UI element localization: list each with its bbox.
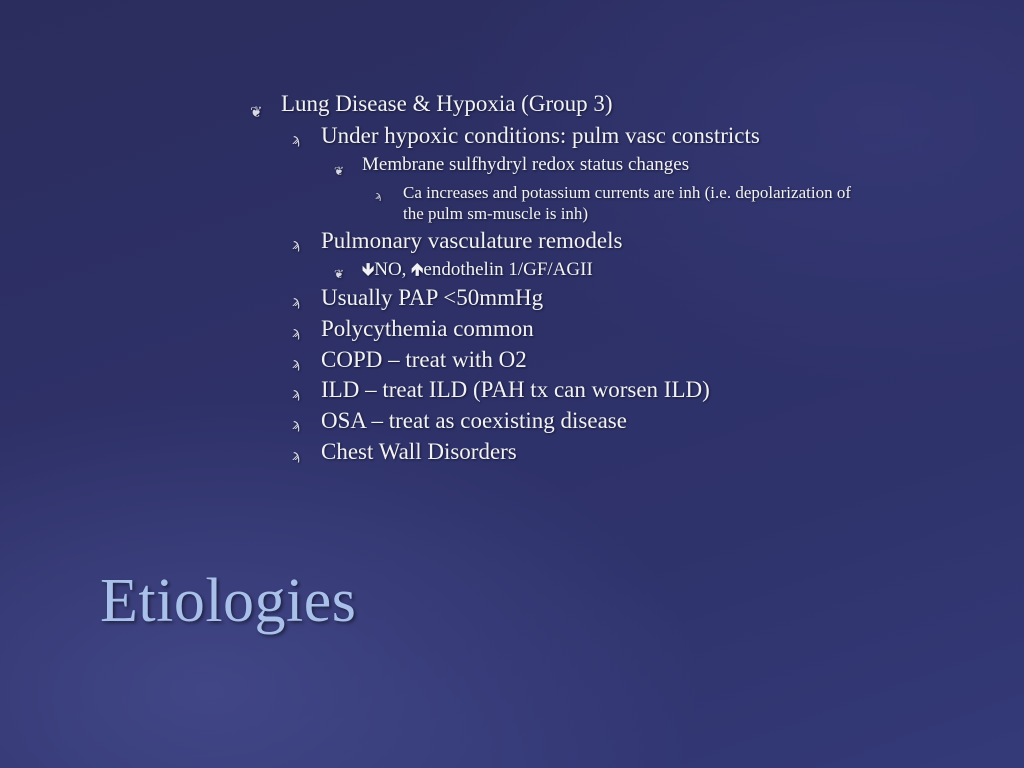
arrow-down-icon: 🡻: [362, 260, 375, 280]
bullet-hypoxic-conditions: Under hypoxic conditions: pulm vasc constricts: [321, 123, 760, 148]
feather-bullet-icon: ϡ: [292, 294, 301, 310]
feather-bullet-icon: ❦: [250, 103, 263, 121]
feather-bullet-icon: ❦: [334, 164, 345, 178]
bullet-polycythemia: Polycythemia common: [321, 316, 534, 341]
bullet-copd: COPD – treat with O2: [321, 347, 527, 372]
bullet-no-endothelin: [362, 257, 593, 286]
bullet-membrane-redox: Membrane sulfhydryl redox status changes: [362, 154, 690, 175]
bullet-pulmonary-remodels: Pulmonary vasculature remodels: [321, 228, 623, 253]
bullet-chest-wall: Chest Wall Disorders: [321, 439, 517, 464]
feather-bullet-icon: ϡ: [292, 132, 301, 148]
feather-bullet-icon: ϡ: [292, 356, 301, 372]
feather-bullet-icon: ❦: [334, 267, 345, 281]
no-text: NO,: [374, 259, 412, 280]
bullet-ild: ILD – treat ILD (PAH tx can worsen ILD): [321, 377, 710, 402]
feather-bullet-icon: ϡ: [292, 237, 301, 253]
feather-bullet-icon: ϡ: [292, 448, 301, 464]
feather-bullet-icon: ϡ: [292, 386, 301, 402]
bullet-calcium-increases: Ca increases and potassium currents are inh (i.e. depolarization of the pulm sm-muscle is inh): [403, 183, 851, 223]
bullet-osa: OSA – treat as coexisting disease: [321, 408, 627, 433]
feather-bullet-icon: ϡ: [375, 189, 382, 202]
bullet-usually-pap: Usually PAP <50mmHg: [321, 285, 544, 310]
bullet-lung-disease: Lung Disease & Hypoxia (Group 3): [281, 91, 613, 116]
arrow-up-icon: 🡹: [411, 260, 424, 280]
feather-bullet-icon: ϡ: [292, 325, 301, 341]
slide-title: Etiologies: [100, 567, 357, 635]
endothelin-text: endothelin 1/GF/AGII: [423, 259, 593, 280]
feather-bullet-icon: ϡ: [292, 417, 301, 433]
